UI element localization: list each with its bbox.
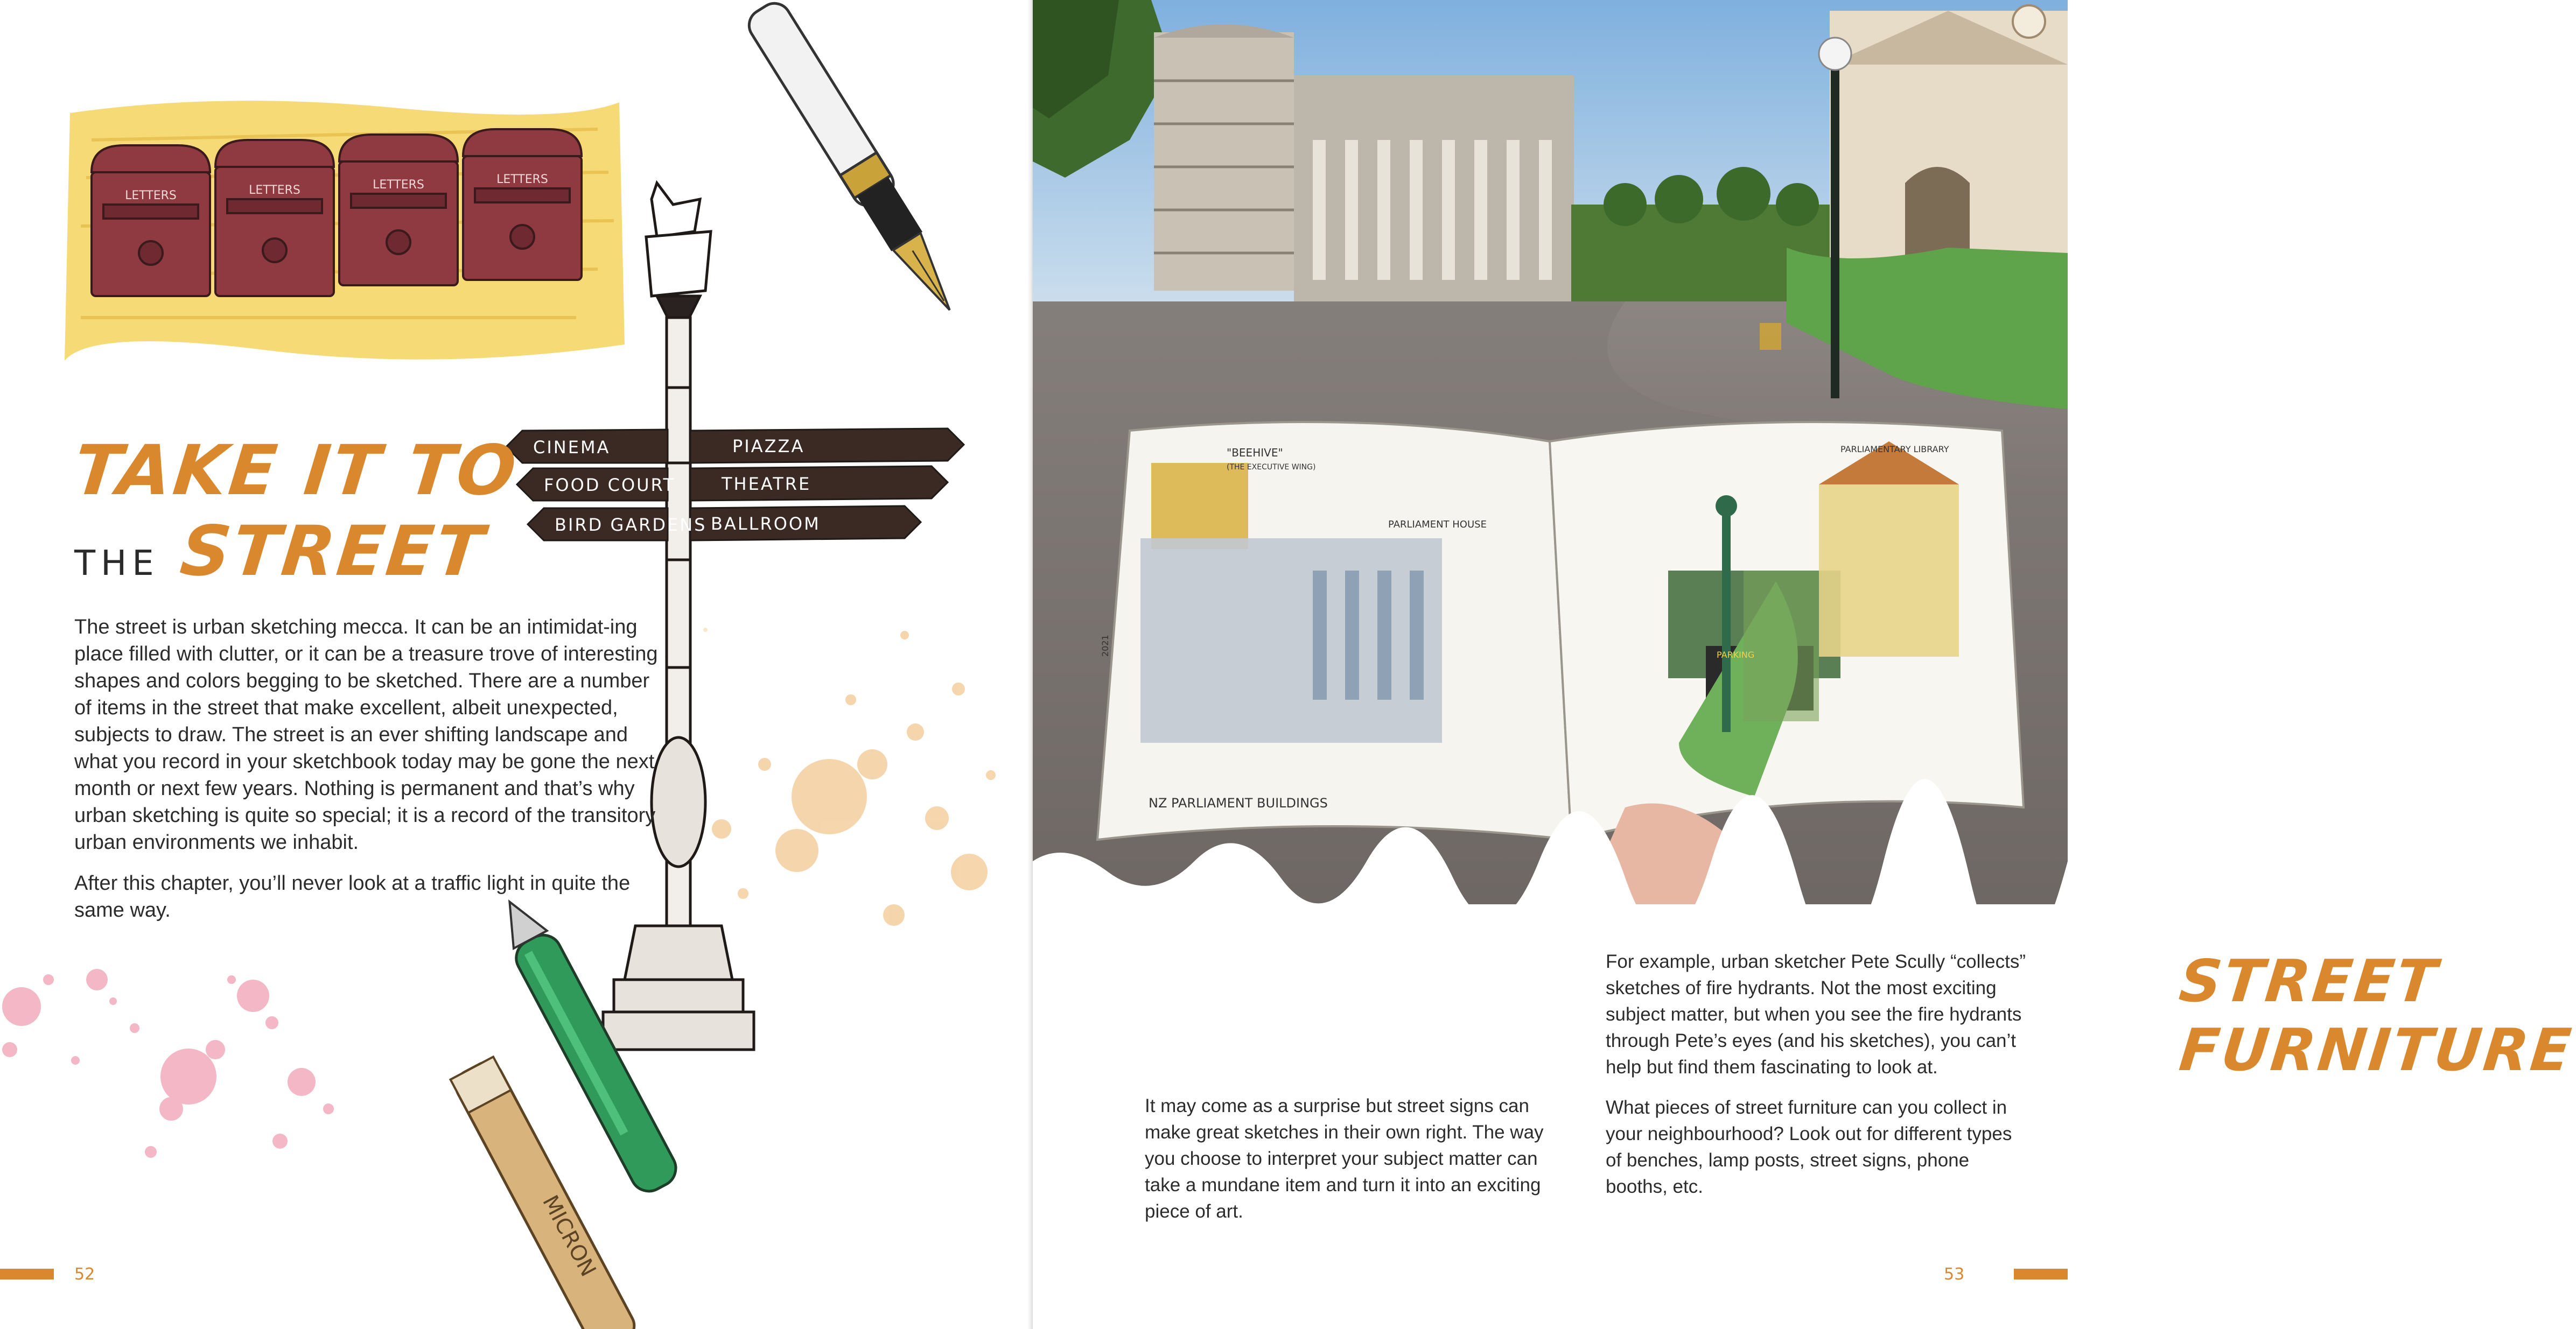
sketch-annotation: "BEEHIVE" (1227, 446, 1283, 459)
mailbox (92, 145, 210, 296)
sign-piazza (690, 428, 964, 463)
pen-label: MICRON (537, 1191, 601, 1281)
sketch-annotation: (THE EXECUTIVE WING) (1227, 463, 1316, 472)
sign-label: FOOD COURT (544, 475, 675, 495)
pens-illustration (420, 915, 754, 1329)
folio-bar (2014, 1269, 2068, 1279)
section-title (2176, 947, 2576, 1085)
title-line-2: FURNITURE (2176, 1017, 2576, 1084)
page-number: 52 (74, 1265, 95, 1284)
title-line-1: TAKE IT TO (70, 431, 522, 511)
paragraph: What pieces of street furniture can you collect in your neighbourhood? Look out for different types of benches, lamp posts, street signs, phone booths, etc. (1606, 1097, 2012, 1197)
sketch-annotation: PARLIAMENTARY LIBRARY (1840, 444, 1949, 454)
sketchbook (1097, 422, 2024, 840)
sign-label: PIAZZA (732, 436, 805, 456)
sketch-caption: NZ PARLIAMENT BUILDINGS (1149, 796, 1328, 811)
sketch-annotation: PARLIAMENT HOUSE (1388, 519, 1487, 530)
sign-label: THEATRE (722, 474, 811, 494)
sketch-date-stamp: 2021 (1100, 635, 1110, 657)
paragraph: For example, urban sketcher Pete Scully “collects” sketches of fire hydrants. Not the most exciting subject matter, but when you see the fire hydrants through Pete’s eyes (and his sketches), you can’t help but find them fascinating to look at. (1606, 951, 2026, 1078)
sketch-annotation: PARKING (1717, 650, 1755, 660)
parliament-photo (1033, 0, 2068, 904)
body-column-a (1145, 1093, 1554, 1239)
page-number: 53 (1944, 1265, 1965, 1284)
left-page (0, 0, 1032, 1329)
fountain-pen-illustration (754, 0, 980, 355)
beehive-building (1154, 24, 1294, 291)
title-the: THE (74, 544, 159, 583)
mailbox (339, 135, 458, 285)
paragraph: It may come as a surprise but street signs can make great sketches in their own right. The way you choose to interpret your subject matter can take a mundane item and turn it into an exciting piece of art. (1145, 1095, 1544, 1222)
title-line-1: STREET (2176, 948, 2442, 1015)
parliamentary-library (1830, 5, 2068, 258)
sign-label: BALLROOM (711, 514, 821, 534)
sign-label: CINEMA (533, 437, 611, 458)
pink-paint-splatter (0, 947, 366, 1195)
body-column-b (1606, 948, 2031, 1214)
sign-label: BIRD GARDENS (555, 515, 707, 535)
paragraph: The street is urban sketching mecca. It can be an intimidat-ing place filled with clutter, or it can be a treasure trove of interesting shapes and colors begging to be sketched. There are a number of items in the street that make excellent, albeit unexpected, subjects to draw. The street is an ever shifting landscape and what you record in your sketchbook today may be gone the next month or next few years. Nothing is permanent and that’s why urban sketching is quite so special; it is a record of the transitory urban environments we inhabit. (74, 616, 658, 854)
paragraph: After this chapter, you’ll never look at a traffic light in quite the same way. (74, 872, 631, 922)
mailbox-label: LETTERS (496, 173, 548, 186)
title-street: STREET (176, 511, 489, 592)
section-title (70, 431, 559, 592)
body-text (74, 614, 672, 938)
mailbox-label: LETTERS (125, 189, 177, 202)
folio-bar (0, 1269, 54, 1279)
mailbox (215, 140, 334, 296)
parliament-house (1294, 75, 1574, 301)
mailbox-label: LETTERS (373, 178, 424, 192)
mailbox-label: LETTERS (249, 184, 300, 197)
